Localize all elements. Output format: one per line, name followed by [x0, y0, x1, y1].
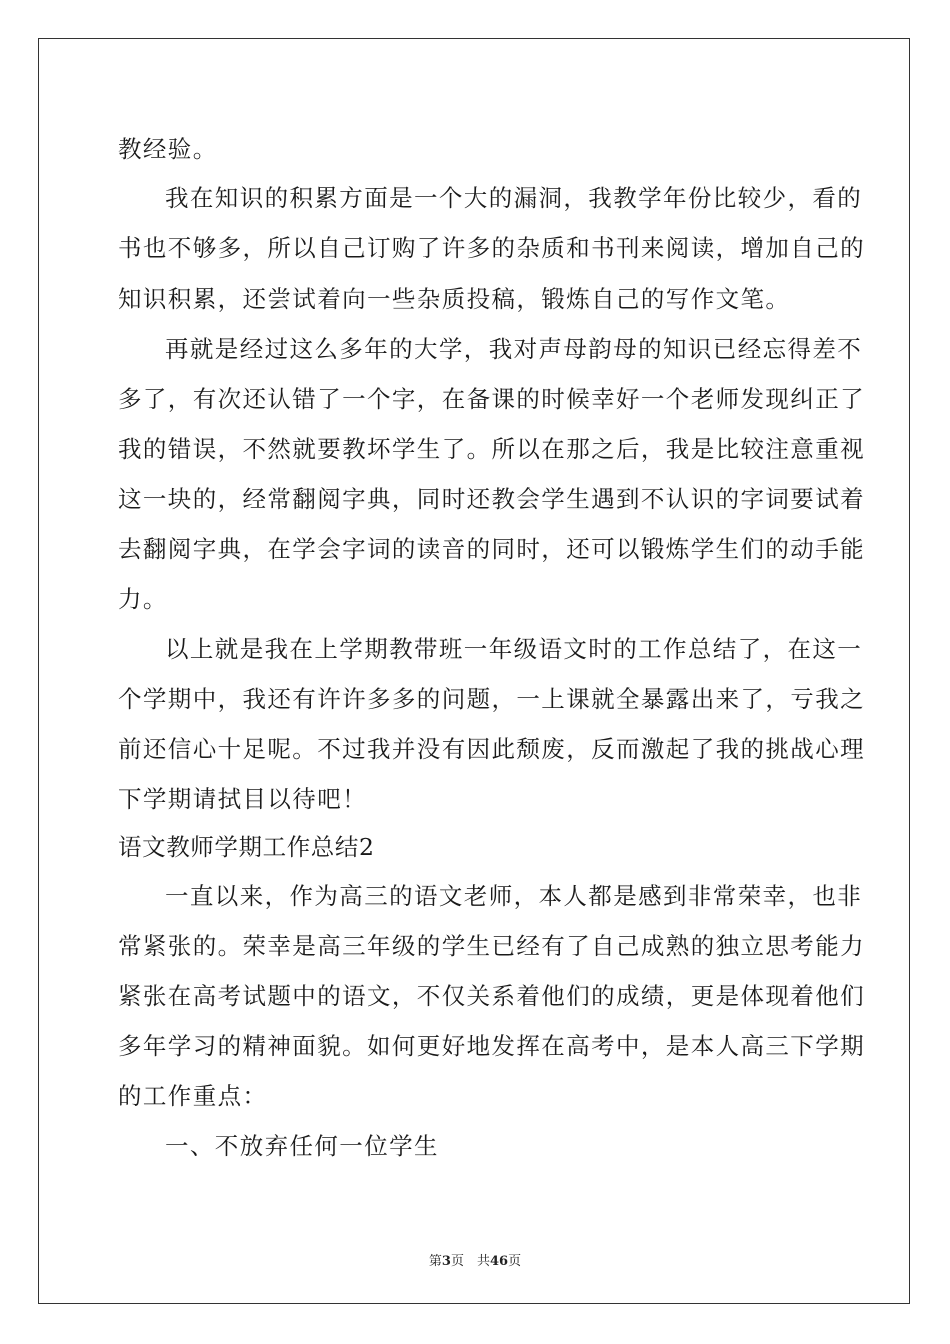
page-footer — [0, 1250, 950, 1269]
text-line: 紧张在高考试题中的语文，不仅关系着他们的成绩，更是体现着他们 — [118, 982, 865, 1010]
text-line: 常紧张的。荣幸是高三年级的学生已经有了自己成熟的独立思考能力 — [118, 932, 865, 960]
text-line: 这一块的，经常翻阅字典，同时还教会学生遇到不认识的字词要试着 — [118, 485, 865, 513]
text-line: 书也不够多，所以自己订购了许多的杂质和书刊来阅读，增加自己的 — [118, 234, 865, 262]
text-line: 以上就是我在上学期教带班一年级语文时的工作总结了，在这一 — [165, 635, 863, 663]
text-line: 个学期中，我还有许许多多的问题，一上课就全暴露出来了，亏我之 — [118, 685, 865, 713]
text-line: 的工作重点： — [118, 1082, 268, 1110]
text-line: 去翻阅字典，在学会字词的读音的同时，还可以锻炼学生们的动手能 — [118, 535, 865, 563]
text-line: 多年学习的精神面貌。如何更好地发挥在高考中，是本人高三下学期 — [118, 1032, 865, 1060]
text-line: 一直以来，作为高三的语文老师，本人都是感到非常荣幸，也非 — [165, 882, 863, 910]
text-line: 下学期请拭目以待吧！ — [118, 785, 367, 813]
text-line: 教经验。 — [118, 135, 218, 163]
text-line: 前还信心十足呢。不过我并没有因此颓废，反而激起了我的挑战心理 — [118, 735, 865, 763]
text-line: 一、不放弃任何一位学生 — [165, 1132, 439, 1160]
footer-prefix: 第 — [428, 1254, 442, 1269]
section-title: 语文教师学期工作总结2 — [118, 833, 375, 861]
text-line: 力。 — [118, 585, 168, 613]
text-line: 我的错误，不然就要教坏学生了。所以在那之后，我是比较注意重视 — [118, 435, 865, 463]
text-line: 我在知识的积累方面是一个大的漏洞，我教学年份比较少，看的 — [165, 184, 863, 212]
current-page-number: 3 — [441, 1254, 451, 1269]
text-line: 多了，有次还认错了一个字，在备课的时候幸好一个老师发现纠正了 — [118, 385, 865, 413]
text-line: 知识积累，还尝试着向一些杂质投稿，锻炼自己的写作文笔。 — [118, 285, 791, 313]
total-pages-number: 46 — [489, 1254, 509, 1269]
footer-mid: 页 共 — [450, 1254, 490, 1269]
footer-suffix: 页 — [508, 1254, 522, 1269]
text-line: 再就是经过这么多年的大学，我对声母韵母的知识已经忘得差不 — [165, 335, 863, 363]
page-border — [38, 38, 910, 1304]
